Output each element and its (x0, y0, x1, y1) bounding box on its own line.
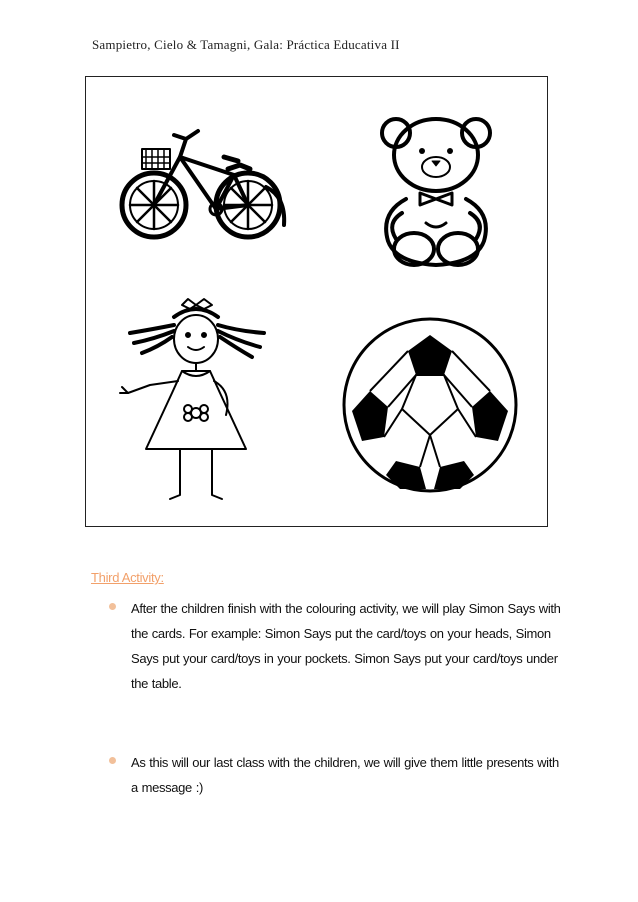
coloring-images-figure (85, 76, 548, 527)
running-header: Sampietro, Cielo & Tamagni, Gala: Práctica Educativa II (92, 37, 400, 52)
teddy-bear-drawing (366, 113, 506, 273)
bullet-dot-icon (109, 603, 116, 610)
bicycle-drawing (116, 117, 296, 247)
section-title-third-activity: Third Activity: (91, 570, 164, 585)
bullet-text: After the children finish with the colouring activity, we will play Simon Says with the cards. For example: Simon Says put the card/toys on your heads, Simon Says put your card/toys in your pockets. Simon Says put your card/toys under the table. (131, 601, 561, 691)
bullet-dot-icon (109, 757, 116, 764)
girl-drawing (114, 295, 274, 507)
soccer-ball-drawing (340, 315, 520, 495)
bullet-text: As this will our last class with the children, we will give them little presents with a message :) (131, 755, 559, 795)
